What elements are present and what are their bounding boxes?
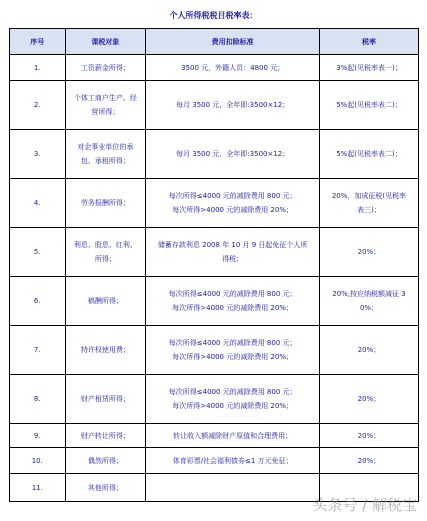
table-row xyxy=(10,228,419,277)
cell-tax-rate xyxy=(320,326,419,375)
cell-deduction-standard xyxy=(146,448,320,474)
cell-tax-rate xyxy=(320,277,419,326)
cell-deduction-standard-line: 体育彩票/社会福利债券≤1 万元免征； xyxy=(172,456,293,465)
cell-tax-rate-line: 表三)； xyxy=(357,206,381,214)
cell-deduction-standard xyxy=(146,326,320,375)
cell-deduction-standard-line: 储蓄存款利息 2008 年 10 月 9 日起免征个人所 xyxy=(157,241,308,249)
cell-tax-rate xyxy=(320,179,419,228)
cell-deduction-standard-line: 每次所得≤4000 元的减除费用 800 元； xyxy=(168,192,297,200)
cell-tax-rate-line: 20%； xyxy=(357,431,381,440)
cell-deduction-standard xyxy=(146,179,320,228)
cell-deduction-standard-line: 每次所得>4000 元的减除费用 20%； xyxy=(172,206,293,214)
cell-taxable-object-line: 财产转让所得； xyxy=(80,431,130,440)
cell-deduction-standard-line: 每次所得≤4000 元的减除费用 800 元； xyxy=(168,388,297,396)
cell-number: 3. xyxy=(10,130,66,179)
table-row xyxy=(10,130,419,179)
cell-taxable-object xyxy=(65,375,146,424)
cell-tax-rate xyxy=(320,55,419,81)
cell-deduction-standard-line: 3500 元，外籍人员：4800 元； xyxy=(181,63,285,72)
cell-tax-rate-line: 5%起(见税率表二)； xyxy=(336,101,402,109)
cell-deduction-standard-line: 每次所得>4000 元的减除费用 20%； xyxy=(172,353,293,361)
cell-deduction-standard xyxy=(146,228,320,277)
cell-number: 6. xyxy=(10,277,66,326)
table-header-row xyxy=(10,29,419,55)
cell-deduction-standard-line: 得税； xyxy=(222,255,244,263)
cell-deduction-standard xyxy=(146,55,320,81)
cell-tax-rate-line: 5%起(见税率表二)； xyxy=(336,150,402,158)
cell-taxable-object-line: 稿酬所得； xyxy=(87,297,123,305)
cell-deduction-standard xyxy=(146,81,320,130)
cell-number: 11. xyxy=(10,474,66,502)
cell-tax-rate-line: 3%起(见税率表一)； xyxy=(336,63,402,72)
cell-taxable-object xyxy=(65,228,146,277)
cell-deduction-standard xyxy=(146,375,320,424)
cell-tax-rate-line: 20%； xyxy=(357,395,381,403)
cell-deduction-standard xyxy=(146,130,320,179)
cell-tax-rate-line: 20%； xyxy=(357,346,381,354)
cell-taxable-object xyxy=(65,277,146,326)
cell-taxable-object-line: 偶然所得； xyxy=(87,456,123,465)
cell-tax-rate-line: 20%； xyxy=(357,248,381,256)
cell-tax-rate-line: 0%； xyxy=(359,304,379,312)
table-row xyxy=(10,81,419,130)
cell-taxable-object xyxy=(65,130,146,179)
header-tax-rate: 税率 xyxy=(320,29,419,55)
tax-rate-table xyxy=(9,28,419,502)
header-number: 序号 xyxy=(10,29,66,55)
cell-deduction-standard-line: 每月 3500 元，全年即:3500×12； xyxy=(176,150,290,158)
cell-number: 7. xyxy=(10,326,66,375)
cell-taxable-object xyxy=(65,179,146,228)
cell-taxable-object-line: 财产租赁所得； xyxy=(80,395,130,403)
cell-tax-rate-line: 20%,按应纳税额减征 3 xyxy=(332,290,406,298)
table-title: 个人所得税税目税率表： xyxy=(169,11,258,20)
cell-tax-rate xyxy=(320,130,419,179)
cell-number: 2. xyxy=(10,81,66,130)
cell-number: 4. xyxy=(10,179,66,228)
cell-number: 1. xyxy=(10,55,66,81)
cell-tax-rate xyxy=(320,424,419,448)
cell-deduction-standard xyxy=(146,424,320,448)
cell-tax-rate-line: 20%，加成征税(见税率 xyxy=(331,192,407,200)
cell-tax-rate xyxy=(320,81,419,130)
cell-number: 10. xyxy=(10,448,66,474)
table-row xyxy=(10,277,419,326)
cell-taxable-object-line: 劳务报酬所得； xyxy=(80,199,130,207)
cell-deduction-standard xyxy=(146,277,320,326)
cell-deduction-standard-line: 每次所得>4000 元的减除费用 20%； xyxy=(172,402,293,410)
table-row xyxy=(10,375,419,424)
cell-taxable-object xyxy=(65,326,146,375)
table-row xyxy=(10,326,419,375)
cell-taxable-object-line: 工资薪金所得； xyxy=(80,63,130,72)
cell-tax-rate-line: 20%； xyxy=(357,456,381,465)
cell-tax-rate xyxy=(320,228,419,277)
cell-deduction-standard-line: 每次所得≤4000 元的减除费用 800 元； xyxy=(168,290,297,298)
cell-taxable-object xyxy=(65,81,146,130)
cell-tax-rate xyxy=(320,448,419,474)
watermark: 头条号 / 解税宝 xyxy=(312,496,417,514)
cell-taxable-object-line: 特许权使用费； xyxy=(80,346,130,354)
cell-taxable-object-line: 对企事业单位的承 xyxy=(77,143,134,151)
table-row xyxy=(10,448,419,474)
cell-taxable-object xyxy=(65,424,146,448)
cell-taxable-object-line: 包、承租所得； xyxy=(80,157,130,165)
table-row xyxy=(10,179,419,228)
cell-deduction-standard-line: 每次所得≤4000 元的减除费用 800 元； xyxy=(168,339,297,347)
table-row xyxy=(10,424,419,448)
cell-number: 8. xyxy=(10,375,66,424)
cell-deduction-standard-line: 转让收入额减除财产原值和合理费用； xyxy=(173,431,293,440)
cell-taxable-object xyxy=(65,474,146,502)
cell-tax-rate xyxy=(320,375,419,424)
cell-taxable-object-line: 利息、股息、红利、 xyxy=(73,241,137,249)
cell-taxable-object xyxy=(65,448,146,474)
cell-number: 9. xyxy=(10,424,66,448)
cell-deduction-standard xyxy=(146,474,320,502)
cell-taxable-object-line: 营所得； xyxy=(91,108,120,116)
cell-deduction-standard-line: 每月 3500 元，全年即:3500×12； xyxy=(176,101,290,109)
cell-number: 5. xyxy=(10,228,66,277)
table-row xyxy=(10,55,419,81)
cell-deduction-standard-line: 每次所得>4000 元的减除费用 20%； xyxy=(172,304,293,312)
header-deduction-standard: 费用扣除标准 xyxy=(146,29,320,55)
cell-taxable-object xyxy=(65,55,146,81)
cell-taxable-object-line: 所得； xyxy=(94,255,116,263)
cell-taxable-object-line: 个体工商户生产、经 xyxy=(73,94,137,102)
header-taxable-object: 课税对象 xyxy=(65,29,146,55)
cell-taxable-object-line: 其他所得； xyxy=(87,483,123,492)
